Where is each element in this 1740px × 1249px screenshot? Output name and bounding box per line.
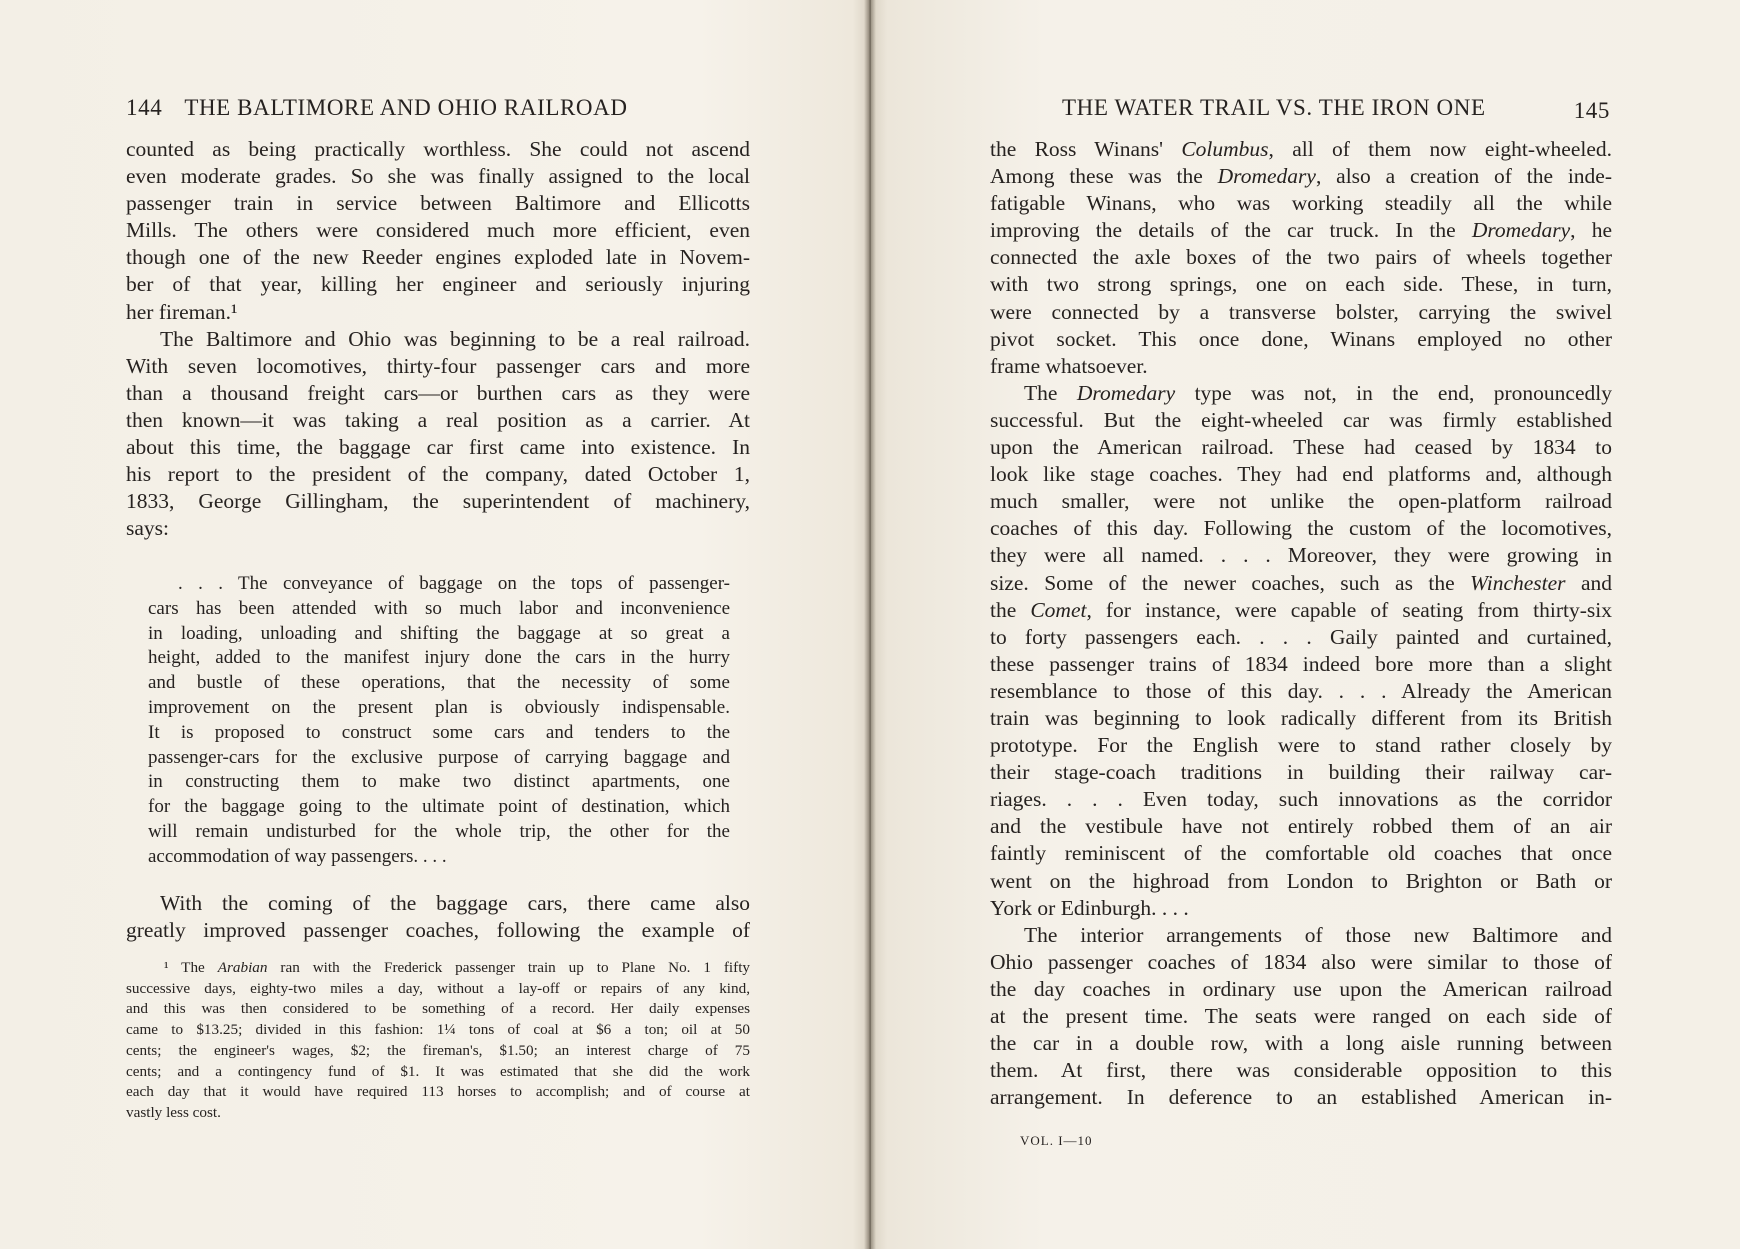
text-line: than a thousand freight cars—or burthen cars as they were <box>126 380 750 405</box>
footnote-line: cents; and a contingency fund of $1. It was estimated that she did the work <box>126 1062 750 1080</box>
text-line: prototype. For the English were to stand rather closely by <box>990 733 1612 758</box>
text-line: these passenger trains of 1834 indeed bore more than a slight <box>990 651 1612 676</box>
text-line: then known—it was taking a real position as a carrier. At <box>126 407 750 432</box>
footnote-text: ran with the Frederick passenger train up to Plane No. 1 fifty <box>267 959 750 976</box>
text-span: size. Some of the newer coaches, such as the <box>990 570 1470 595</box>
footnote-line: each day that it would have required 113 horses to accomplish; and of course at <box>126 1083 750 1101</box>
text-line: to forty passengers each. . . . Gaily painted and curtained, <box>990 624 1612 649</box>
text-line: says: <box>126 516 169 541</box>
quote-line: in constructing them to make two distinct apartments, one <box>148 771 730 793</box>
italic-name: Columbus <box>1181 137 1269 161</box>
text-line: resemblance to those of this day. . . . Already the American <box>990 678 1612 703</box>
right-page <box>874 0 1740 1249</box>
block-quote <box>148 572 730 870</box>
text-line: Ohio passenger coaches of 1834 also were similar to those of <box>990 949 1612 974</box>
text-line: ber of that year, killing her engineer and seriously injuring <box>126 272 750 297</box>
quote-line: It is proposed to construct some cars and tenders to the <box>148 721 730 743</box>
text-line: about this time, the baggage car first came into existence. In <box>126 435 750 460</box>
right-body <box>990 136 1612 1111</box>
text-line: train was beginning to look radically different from its British <box>990 705 1612 730</box>
quote-line: for the baggage going to the ultimate point of destination, which <box>148 796 730 818</box>
right-running-head <box>1062 95 1610 121</box>
text-line <box>990 217 1612 244</box>
text-line: passenger train in service between Baltimore and Ellicotts <box>126 191 750 216</box>
text-line: successful. But the eight-wheeled car was firmly established <box>990 407 1612 432</box>
text-span: type was not, in the end, pronouncedly <box>1175 380 1612 405</box>
italic-name: Dromedary <box>1076 380 1176 405</box>
text-span: , all of them now eight-wheeled. <box>1268 137 1612 161</box>
footnote-line: came to $13.25; divided in this fashion: 1¼ tons of coal at $6 a ton; oil at 50 <box>126 1021 750 1039</box>
italic-name: Dromedary <box>1217 164 1316 189</box>
text-line: even moderate grades. So she was finally assigned to the local <box>126 164 750 189</box>
quote-line: . . . The conveyance of baggage on the tops of passenger- <box>178 573 730 594</box>
text-line: look like stage coaches. They had end platforms and, although <box>990 462 1612 487</box>
text-line: at the present time. The seats were ranged on each side of <box>990 1004 1612 1028</box>
footnote-italic-name: Arabian <box>217 959 268 976</box>
footnote-line: cents; the engineer's wages, $2; the fireman's, $1.50; an interest charge of 75 <box>126 1041 750 1059</box>
footnote-line <box>126 958 750 979</box>
text-line: faintly reminiscent of the comfortable old coaches that once <box>990 841 1612 866</box>
text-line: though one of the new Reeder engines exploded late in Novem- <box>126 245 750 270</box>
text-line: much smaller, were not unlike the open-platform railroad <box>990 489 1612 514</box>
text-line <box>990 597 1612 624</box>
left-body-top <box>126 136 750 542</box>
text-line <box>990 570 1612 597</box>
text-line: pivot socket. This once done, Winans employed no other <box>990 326 1612 351</box>
footnote <box>126 958 750 1124</box>
text-line: coaches of this day. Following the custom of the locomotives, <box>990 516 1612 541</box>
text-line: and the vestibule have not entirely robbed them of an air <box>990 814 1612 839</box>
text-line: the car in a double row, with a long aisle running between <box>990 1031 1612 1056</box>
text-span: improving the details of the car truck. In the <box>990 218 1472 243</box>
left-body-bottom <box>126 890 750 944</box>
text-line: them. At first, there was considerable opposition to this <box>990 1058 1612 1083</box>
text-line <box>990 136 1612 163</box>
footnote-line: successive days, eighty-two miles a day, without a lay-off or repairs of any kind, <box>126 979 750 997</box>
quote-line: will remain undisturbed for the whole trip, the other for the <box>148 820 730 842</box>
right-running-title: THE WATER TRAIL VS. THE IRON ONE <box>1062 95 1486 120</box>
text-line: his report to the president of the company, dated October 1, <box>126 462 750 487</box>
text-line: With the coming of the baggage cars, there came also <box>160 891 750 915</box>
text-span: Among these was the <box>990 164 1218 189</box>
text-line: fatigable Winans, who was working steadily all the while <box>990 191 1612 216</box>
text-line: with two strong springs, one on each side. These, in turn, <box>990 272 1612 297</box>
quote-line: and bustle of these operations, that the necessity of some <box>148 672 730 694</box>
text-line: counted as being practically worthless. She could not ascend <box>126 137 750 161</box>
left-running-head <box>126 95 750 121</box>
footnote-line: vastly less cost. <box>126 1103 221 1121</box>
text-line: greatly improved passenger coaches, following the example of <box>126 918 750 943</box>
left-page-number: 144 <box>126 95 163 120</box>
text-span: , also a creation of the inde- <box>1315 164 1612 189</box>
text-line: the day coaches in ordinary use upon the American railroad <box>990 976 1612 1001</box>
quote-line: improvement on the present plan is obviously indispensable. <box>148 696 730 718</box>
text-line: upon the American railroad. These had ceased by 1834 to <box>990 435 1612 460</box>
left-page <box>0 0 866 1249</box>
quote-line: accommodation of way passengers. . . . <box>148 845 447 867</box>
text-line: 1833, George Gillingham, the superintendent of machinery, <box>126 489 750 514</box>
quote-line: passenger-cars for the exclusive purpose of carrying baggage and <box>148 746 730 768</box>
right-page-number: 145 <box>1573 98 1610 123</box>
text-line: their stage-coach traditions in building their railway car- <box>990 760 1612 785</box>
text-line: frame whatsoever. <box>990 353 1148 378</box>
text-line: The Baltimore and Ohio was beginning to be a real railroad. <box>160 326 750 351</box>
left-running-title: THE BALTIMORE AND OHIO RAILROAD <box>184 95 628 120</box>
quote-line: height, added to the manifest injury done the cars in the hurry <box>148 647 730 669</box>
text-span: The <box>1024 380 1077 405</box>
text-line: Mills. The others were considered much more efficient, even <box>126 218 750 243</box>
italic-name: Comet <box>1030 597 1087 622</box>
quote-line: in loading, unloading and shifting the baggage at so great a <box>148 622 730 644</box>
text-span: , he <box>1570 218 1612 243</box>
text-line: they were all named. . . . Moreover, they were growing in <box>990 543 1612 568</box>
footnote-marker-text: ¹ The <box>164 959 218 976</box>
text-line: connected the axle boxes of the two pairs of wheels together <box>990 245 1612 270</box>
text-span: the Ross Winans' <box>990 137 1182 161</box>
text-line: arrangement. In deference to an established American in- <box>990 1085 1612 1110</box>
text-line: With seven locomotives, thirty-four passenger cars and more <box>126 353 750 378</box>
italic-name: Dromedary <box>1471 218 1571 243</box>
italic-name: Winchester <box>1470 570 1566 595</box>
text-span: , for instance, were capable of seating from thirty-six <box>1086 597 1612 622</box>
text-line: were connected by a transverse bolster, carrying the swivel <box>990 299 1612 324</box>
text-line: York or Edinburgh. . . . <box>990 895 1189 920</box>
text-line: The interior arrangements of those new Baltimore and <box>1024 922 1612 947</box>
text-line: her fireman.¹ <box>126 299 238 324</box>
text-line: went on the highroad from London to Brighton or Bath or <box>990 868 1612 893</box>
quote-line: cars has been attended with so much labor and inconvenience <box>148 597 730 619</box>
text-line: riages. . . . Even today, such innovations as the corridor <box>990 787 1612 812</box>
text-line <box>990 163 1612 190</box>
signature-mark: VOL. I—10 <box>1020 1133 1093 1148</box>
text-span: the <box>990 597 1031 622</box>
text-line <box>990 380 1612 407</box>
text-span: and <box>1565 570 1612 595</box>
footnote-line: and this was then considered to be something of a record. Her daily expenses <box>126 1000 750 1018</box>
